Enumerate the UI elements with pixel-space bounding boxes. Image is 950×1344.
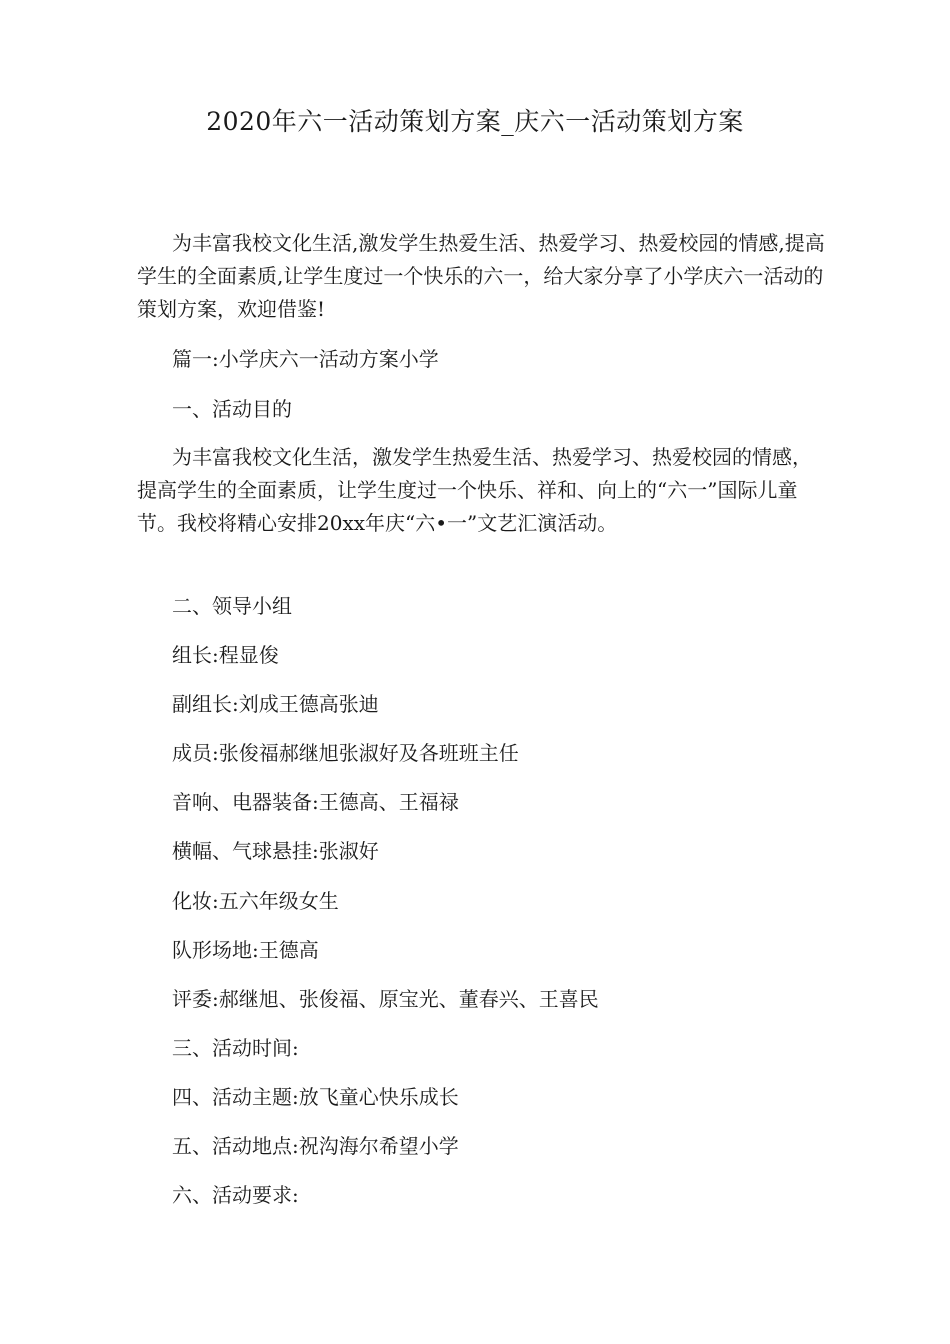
members-line: 成员:张俊福郝继旭张淑好及各班班主任 <box>172 741 519 765</box>
document-title: 2020年六一活动策划方案_庆六一活动策划方案 <box>206 107 744 136</box>
heading-leadership: 二、领导小组 <box>172 594 292 618</box>
heading-location: 五、活动地点:祝沟海尔希望小学 <box>172 1134 459 1158</box>
audio-line: 音响、电器装备:王德高、王福禄 <box>172 790 459 814</box>
vice-leader-line: 副组长:刘成王德高张迪 <box>172 692 379 716</box>
intro-paragraph: 为丰富我校文化生活,激发学生热爱生活、热爱学习、热爱校园的情感,提高学生的全面素质,让学生度过一个快乐的六一，给大家分享了小学庆六一活动的策划方案，欢迎借鉴! <box>137 231 825 321</box>
judges-line: 评委:郝继旭、张俊福、原宝光、董春兴、王喜民 <box>172 987 599 1011</box>
heading-purpose: 一、活动目的 <box>172 397 292 421</box>
section-title: 篇一:小学庆六一活动方案小学 <box>172 347 439 371</box>
purpose-paragraph: 为丰富我校文化生活，激发学生热爱生活、热爱学习、热爱校园的情感，提高学生的全面素质，让学生度过一个快乐、祥和、向上的“六一”国际儿童节。我校将精心安排20xx年庆“六•一”文艺汇演活动。 <box>137 445 812 535</box>
heading-time: 三、活动时间: <box>172 1036 299 1060</box>
makeup-line: 化妆:五六年级女生 <box>172 889 339 913</box>
heading-theme: 四、活动主题:放飞童心快乐成长 <box>172 1085 459 1109</box>
banner-line: 横幅、气球悬挂:张淑好 <box>172 839 379 863</box>
heading-requirements: 六、活动要求: <box>172 1183 299 1207</box>
formation-line: 队形场地:王德高 <box>172 938 319 962</box>
leader-line: 组长:程显俊 <box>172 643 279 667</box>
